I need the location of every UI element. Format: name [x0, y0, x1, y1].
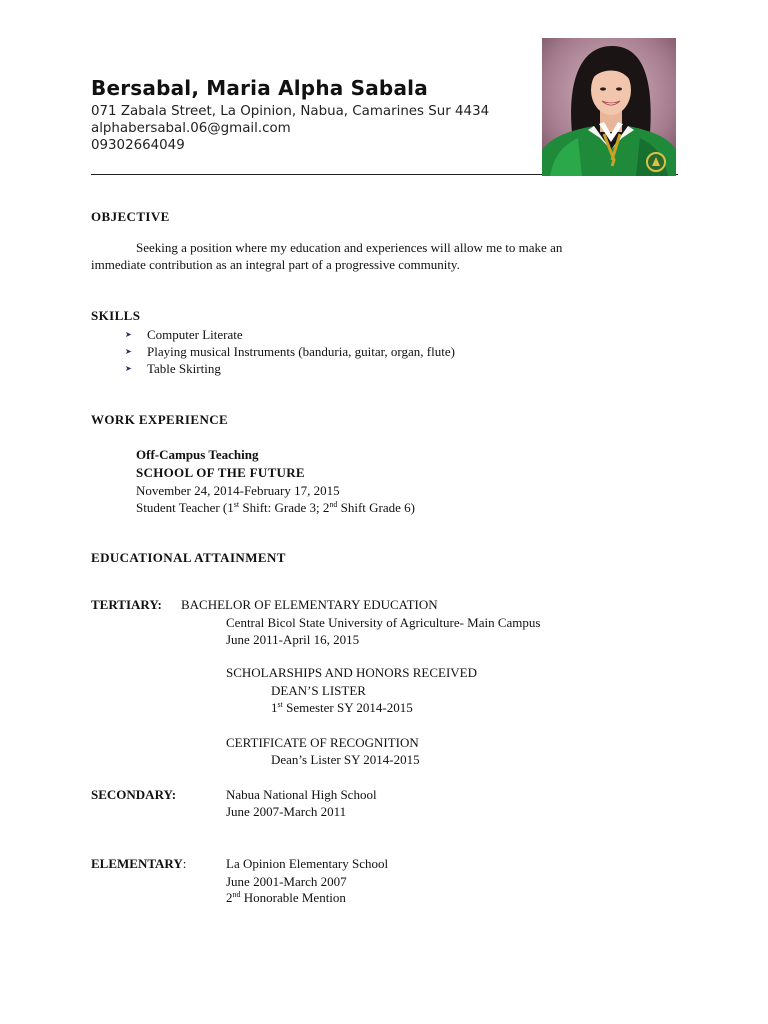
work-school: SCHOOL OF THE FUTURE [136, 465, 305, 480]
skill-item: Table Skirting [147, 361, 221, 376]
work-dates: November 24, 2014-February 17, 2015 [136, 483, 340, 498]
skill-item: Computer Literate [147, 327, 243, 342]
tertiary-label: TERTIARY: [91, 597, 162, 612]
phone: 09302664049 [91, 138, 185, 153]
bullet-arrow-icon: ➤ [125, 330, 132, 339]
certificate-detail: Dean’s Lister SY 2014-2015 [271, 752, 420, 767]
secondary-dates: June 2007-March 2011 [226, 804, 347, 819]
tertiary-dates: June 2011-April 16, 2015 [226, 632, 360, 647]
profile-photo [542, 38, 676, 176]
elementary-school: La Opinion Elementary School [226, 856, 389, 871]
bullet-arrow-icon: ➤ [125, 347, 132, 356]
certificate-heading: CERTIFICATE OF RECOGNITION [226, 735, 419, 750]
skill-item: Playing musical Instruments (banduria, guitar, organ, flute) [147, 344, 455, 359]
elementary-honor: 2nd Honorable Mention [226, 890, 346, 905]
secondary-school: Nabua National High School [226, 787, 377, 802]
elementary-dates: June 2001-March 2007 [226, 874, 347, 889]
bullet-arrow-icon: ➤ [125, 364, 132, 373]
work-title: Off-Campus Teaching [136, 447, 259, 462]
skills-heading: SKILLS [91, 308, 141, 323]
objective-heading: OBJECTIVE [91, 209, 170, 224]
tertiary-degree: BACHELOR OF ELEMENTARY EDUCATION [181, 597, 438, 612]
honors-heading: SCHOLARSHIPS AND HONORS RECEIVED [226, 665, 478, 680]
resume-name: Bersabal, Maria Alpha Sabala [91, 76, 428, 100]
education-heading: EDUCATIONAL ATTAINMENT [91, 550, 286, 565]
address: 071 Zabala Street, La Opinion, Nabua, Camarines Sur 4434 [91, 104, 490, 119]
tertiary-school: Central Bicol State University of Agriculture- Main Campus [226, 615, 541, 630]
honor-semester: 1st Semester SY 2014-2015 [271, 700, 413, 715]
honor-deans-lister: DEAN’S LISTER [271, 683, 366, 698]
secondary-label: SECONDARY: [91, 787, 177, 802]
work-heading: WORK EXPERIENCE [91, 412, 229, 427]
email: alphabersabal.06@gmail.com [91, 121, 291, 136]
objective-text-line2: immediate contribution as an integral part of a progressive community. [91, 257, 460, 272]
objective-text-line1: Seeking a position where my education and experiences will allow me to make an [136, 240, 563, 255]
work-role: Student Teacher (1st Shift: Grade 3; 2nd Shift Grade 6) [136, 500, 415, 515]
elementary-label: ELEMENTARY: [91, 856, 187, 871]
